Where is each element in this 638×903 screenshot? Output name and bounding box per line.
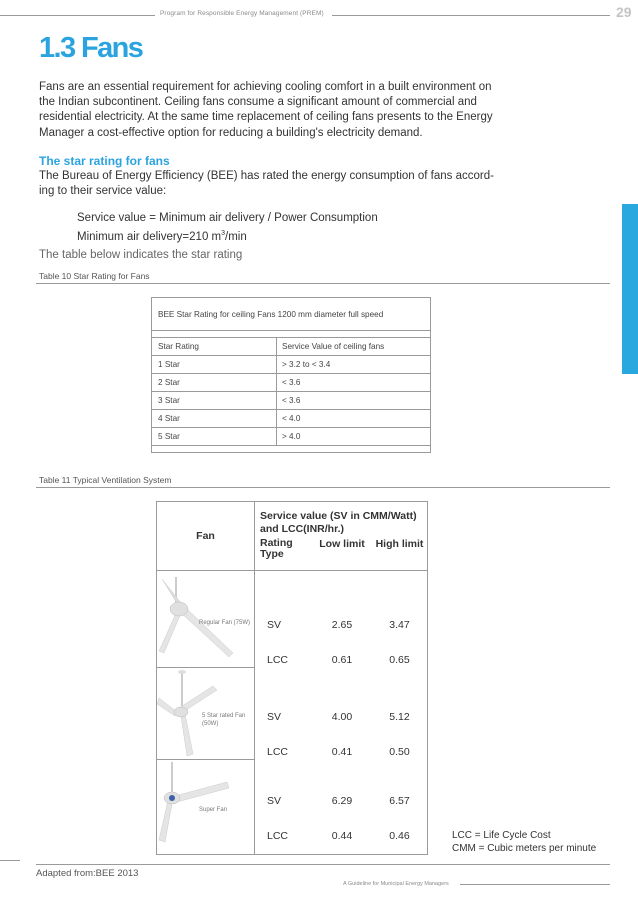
service-value-cell: < 3.6 bbox=[277, 374, 431, 392]
fan-image-cell bbox=[157, 667, 255, 759]
lcc-label: LCC bbox=[267, 746, 289, 758]
low-limit-cell bbox=[312, 759, 372, 854]
bee-paragraph bbox=[39, 169, 494, 199]
table-title-row bbox=[152, 298, 431, 331]
abbreviation-legend bbox=[452, 829, 596, 855]
table-header-row bbox=[157, 502, 428, 537]
table10-caption-rule bbox=[36, 283, 610, 284]
lcc-definition: LCC = Life Cycle Cost bbox=[452, 830, 551, 841]
star-rating-cell: 2 Star bbox=[152, 374, 277, 392]
star-rating-cell: 5 Star bbox=[152, 428, 277, 446]
table-row bbox=[157, 759, 428, 854]
service-value-cell: < 3.6 bbox=[277, 392, 431, 410]
fan-label: Regular Fan (75W) bbox=[199, 620, 251, 626]
lcc-low-value: 0.61 bbox=[331, 654, 353, 666]
service-value-cell: > 4.0 bbox=[277, 428, 431, 446]
intro-line: Fans are an essential requirement for achieving cooling comfort in a built environment on bbox=[39, 81, 492, 93]
sv-label: SV bbox=[267, 711, 282, 723]
section-title: 1.3 Fans bbox=[39, 32, 143, 64]
star-fan-image bbox=[157, 668, 254, 759]
formula-line-2 bbox=[77, 226, 378, 245]
table-gap-cell bbox=[152, 331, 431, 338]
star-rating-table bbox=[151, 297, 431, 453]
lcc-high-value: 0.50 bbox=[389, 746, 410, 758]
formula-line-2-unit: /min bbox=[225, 231, 247, 244]
table-row bbox=[152, 410, 431, 428]
source-note: Adapted from:BEE 2013 bbox=[36, 868, 139, 879]
table-row bbox=[152, 392, 431, 410]
footer-rule-left bbox=[0, 860, 20, 861]
table11-caption-rule bbox=[36, 487, 610, 488]
lcc-low-value: 0.41 bbox=[331, 746, 353, 758]
page-number: 29 bbox=[616, 4, 632, 20]
fan-label: 5 Star rated Fan (50W) bbox=[202, 712, 246, 727]
sv-low-value: 6.29 bbox=[331, 795, 353, 807]
table-row bbox=[152, 374, 431, 392]
fan-image-cell bbox=[157, 571, 255, 668]
footer-guide-title: A Guideline for Municipal Energy Managers bbox=[343, 881, 449, 887]
fan-image-cell bbox=[157, 759, 255, 854]
lcc-high-value: 0.65 bbox=[389, 654, 410, 666]
ventilation-table bbox=[156, 501, 428, 855]
table-row bbox=[157, 571, 428, 668]
lcc-high-value: 0.46 bbox=[389, 830, 410, 842]
sidebar-color-tab bbox=[622, 204, 638, 374]
star-rating-cell: 1 Star bbox=[152, 356, 277, 374]
star-rating-cell: 4 Star bbox=[152, 410, 277, 428]
table-intro: The table below indicates the star rating bbox=[39, 249, 243, 261]
table-gap-row bbox=[152, 331, 431, 338]
formula-superscript: 3 bbox=[221, 230, 226, 238]
star-rating-subheading: The star rating for fans bbox=[39, 154, 170, 168]
bee-line: ing to their service value: bbox=[39, 185, 167, 198]
header-rule-left bbox=[0, 15, 155, 16]
super-fan-image bbox=[157, 760, 254, 854]
high-limit-cell bbox=[372, 571, 428, 668]
rating-type-header: Rating Type bbox=[255, 536, 313, 571]
regular-fan-image bbox=[157, 571, 254, 662]
high-limit-cell bbox=[372, 667, 428, 759]
sv-high-value: 6.57 bbox=[389, 795, 410, 807]
sv-high-value: 3.47 bbox=[389, 619, 410, 631]
intro-line: Manager a cost-effective option for reducing a building's electricity demand. bbox=[39, 126, 423, 139]
footer-rule-top bbox=[36, 864, 610, 865]
lcc-label: LCC bbox=[267, 830, 289, 842]
table-row bbox=[152, 428, 431, 446]
table-row bbox=[152, 356, 431, 374]
intro-line: the Indian subcontinent. Ceiling fans consume a significant amount of commercial and bbox=[39, 96, 477, 109]
lcc-low-value: 0.44 bbox=[331, 830, 353, 842]
service-value-cell: > 3.2 to < 3.4 bbox=[277, 356, 431, 374]
table-row bbox=[157, 667, 428, 759]
intro-line: residential electricity. At the same time replacement of ceiling fans presents to the Energy bbox=[39, 111, 493, 124]
high-limit-cell bbox=[372, 759, 428, 854]
table10-col-star-rating: Star Rating bbox=[152, 338, 277, 356]
table10-title: BEE Star Rating for ceiling Fans 1200 mm diameter full speed bbox=[152, 298, 431, 331]
service-value-cell: < 4.0 bbox=[277, 410, 431, 428]
sv-label: SV bbox=[267, 795, 282, 807]
sv-low-value: 4.00 bbox=[331, 711, 353, 723]
table-gap-cell bbox=[152, 446, 431, 453]
formula-line-1: Service value = Minimum air delivery / Power Consumption bbox=[77, 212, 378, 224]
intro-paragraph bbox=[39, 80, 493, 141]
footer-rule-right bbox=[460, 884, 610, 885]
cmm-definition: CMM = Cubic meters per minute bbox=[452, 843, 597, 854]
low-limit-header: Low limit bbox=[312, 536, 372, 571]
table-header-row bbox=[152, 338, 431, 356]
high-limit-header: High limit bbox=[372, 536, 428, 571]
formula-block bbox=[77, 211, 378, 245]
sv-label: SV bbox=[267, 619, 282, 631]
rating-type-cell bbox=[255, 571, 313, 668]
service-value-header: Service value (SV in CMM/Watt) and LCC(INR/hr.) bbox=[255, 502, 428, 537]
lcc-label: LCC bbox=[267, 654, 289, 666]
bee-line: The Bureau of Energy Efficiency (BEE) has rated the energy consumption of fans accord- bbox=[39, 170, 494, 182]
star-rating-cell: 3 Star bbox=[152, 392, 277, 410]
formula-line-2-text: Minimum air delivery=210 m bbox=[77, 231, 222, 244]
table11-caption: Table 11 Typical Ventilation System bbox=[39, 475, 172, 485]
header-program-title: Program for Responsible Energy Management (PREM) bbox=[160, 10, 324, 17]
table10-col-service-value: Service Value of ceiling fans bbox=[277, 338, 431, 356]
rating-type-cell bbox=[255, 759, 313, 854]
table-gap-row bbox=[152, 446, 431, 453]
table10-caption: Table 10 Star Rating for Fans bbox=[39, 271, 150, 281]
ceiling-fan-icon bbox=[157, 571, 252, 662]
fan-label: Super Fan bbox=[199, 806, 228, 813]
fan-column-header: Fan bbox=[157, 502, 255, 571]
header-rule-right bbox=[332, 15, 610, 16]
sv-high-value: 5.12 bbox=[389, 711, 410, 723]
sv-low-value: 2.65 bbox=[331, 619, 353, 631]
low-limit-cell bbox=[312, 667, 372, 759]
rating-type-cell bbox=[255, 667, 313, 759]
low-limit-cell bbox=[312, 571, 372, 668]
